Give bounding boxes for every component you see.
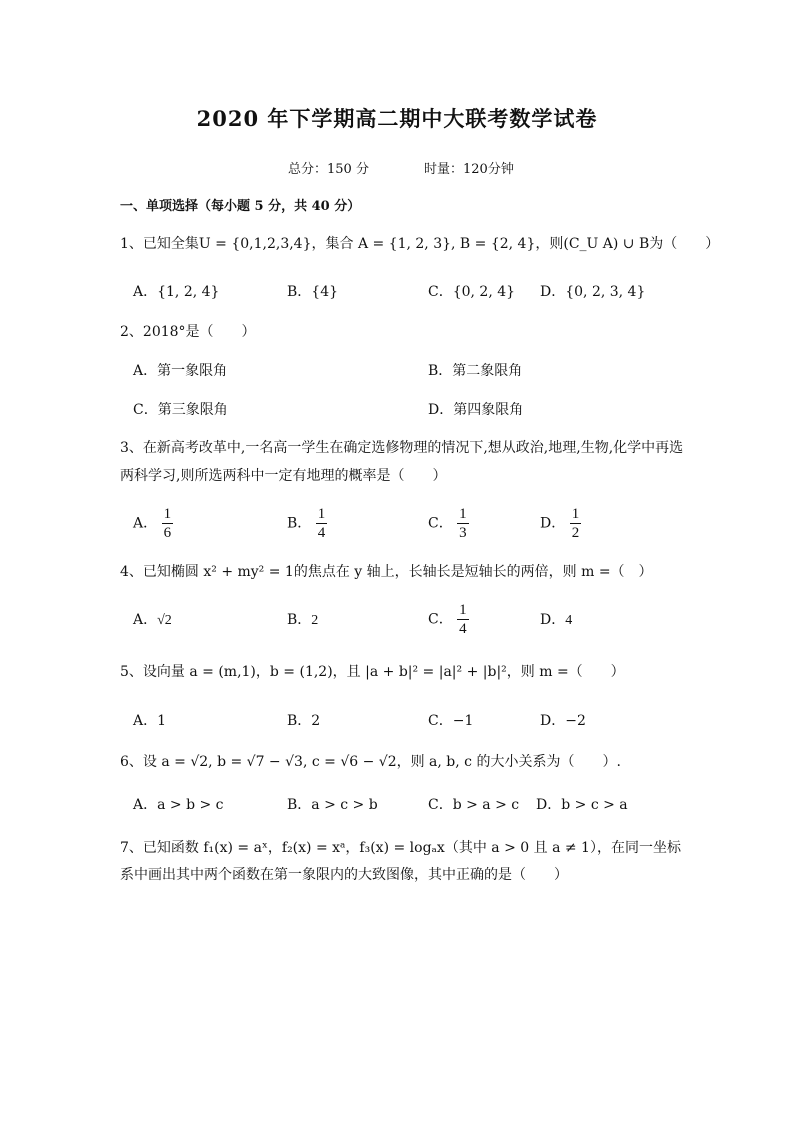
q2-option-c: C．第三象限角 <box>133 402 228 418</box>
q1-option-c: C．{0, 2, 4} <box>428 284 516 300</box>
q4-option-c <box>428 601 469 638</box>
option-label: C． <box>428 515 453 532</box>
question-4: 4、已知椭圆 x² + my² = 1的焦点在 y 轴上，长轴长是短轴长的两倍，则 m =（ ） <box>120 564 653 580</box>
q4-option-a <box>133 610 172 631</box>
question-1: 1、已知全集U = {0,1,2,3,4}，集合 A = {1, 2, 3}, B = {2, 4}，则(C_U A) ∪ B为（ ） <box>120 236 720 252</box>
option-label: B． <box>287 515 312 532</box>
q4-option-b <box>287 610 318 631</box>
fraction <box>457 601 469 638</box>
option-value: 2 <box>311 613 319 628</box>
denominator: 2 <box>571 525 580 541</box>
q2-option-b: B．第二象限角 <box>428 363 523 379</box>
denominator: 3 <box>459 525 467 541</box>
numerator: 1 <box>459 602 467 618</box>
fraction <box>457 505 469 542</box>
denominator: 4 <box>317 525 326 541</box>
q1-option-a: A．{1, 2, 4} <box>133 284 220 300</box>
option-label: D． <box>540 612 566 628</box>
q6-option-c: C．b > a > c <box>428 797 520 813</box>
numerator: 1 <box>459 506 467 522</box>
question-7-line-1: 7、已知函数 f₁(x) = aˣ，f₂(x) = xᵃ，f₃(x) = logₐx（其中 a > 0 且 a ≠ 1），在同一坐标 <box>120 840 681 856</box>
numerator: 1 <box>317 506 326 522</box>
q3-option-d <box>540 505 581 542</box>
q1-option-b: B．{4} <box>287 284 339 300</box>
q6-option-b: B．a > c > b <box>287 797 378 813</box>
q3-option-b <box>287 505 327 542</box>
option-label: C． <box>428 611 453 628</box>
fraction <box>162 505 174 542</box>
question-6: 6、设 a = √2, b = √7 − √3, c = √6 − √2，则 a, b, c 的大小关系为（ ）. <box>120 754 621 770</box>
q5-option-c: C．−1 <box>428 713 474 729</box>
denominator: 6 <box>163 525 172 541</box>
option-label: A． <box>133 515 158 532</box>
option-value: √2 <box>157 613 172 628</box>
q2-option-d: D．第四象限角 <box>428 402 524 418</box>
option-value: 4 <box>565 613 573 628</box>
q6-option-a: A．a > b > c <box>133 797 224 813</box>
q6-option-d: D．b > c > a <box>536 797 628 813</box>
question-7-line-2: 系中画出其中两个函数在第一象限内的大致图像，其中正确的是（ ） <box>120 867 568 883</box>
total-score: 总分：150 分 <box>288 162 369 177</box>
option-label: D． <box>540 515 566 532</box>
option-label: B． <box>287 612 312 628</box>
q5-option-b: B．2 <box>287 713 321 729</box>
fraction <box>570 505 582 542</box>
question-2: 2、2018°是（ ） <box>120 324 256 340</box>
q5-option-d: D．−2 <box>540 713 586 729</box>
numerator: 1 <box>163 506 172 522</box>
question-3-line-1: 3、在新高考改革中,一名高一学生在确定选修物理的情况下,想从政治,地理,生物,化学中再选 <box>120 440 684 456</box>
numerator: 1 <box>571 506 580 522</box>
q4-option-d <box>540 610 572 631</box>
q1-option-d: D．{0, 2, 3, 4} <box>540 284 646 300</box>
q2-option-a: A．第一象限角 <box>133 363 228 379</box>
fraction <box>316 505 328 542</box>
question-3-line-2: 两科学习,则所选两科中一定有地理的概率是（ ） <box>120 468 447 484</box>
exam-title: 2020 年下学期高二期中大联考数学试卷 <box>196 106 598 131</box>
question-5: 5、设向量 a = (m,1)，b = (1,2)，且 |a + b|² = |a|² + |b|²，则 m =（ ） <box>120 664 625 680</box>
denominator: 4 <box>459 621 467 637</box>
section-heading: 一、单项选择（每小题 5 分，共 40 分） <box>120 199 361 214</box>
q3-option-a <box>133 505 173 542</box>
q5-option-a: A．1 <box>133 713 167 729</box>
time-limit: 时量：120分钟 <box>424 162 514 177</box>
option-label: A． <box>133 612 158 628</box>
q3-option-c <box>428 505 469 542</box>
